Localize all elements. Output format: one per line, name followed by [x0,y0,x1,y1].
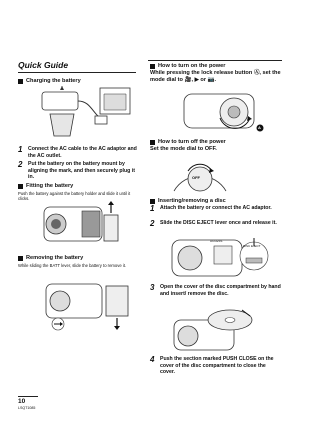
step-text: Push the section marked PUSH CLOSE on the cover of the disc compartment to close the cover. [160,356,274,375]
title-rule [18,72,136,73]
step-text: Open the cover of the disc compartment by hand and insert/ remove the disc. [160,284,281,297]
section-power-off-heading [150,139,282,146]
document-code: LSQT1085 [18,406,36,410]
mode-dial-illustration [180,88,270,134]
step-text: Slide the DISC EJECT lever once and release it. [160,220,277,226]
column-rule [148,60,282,61]
step-text: Connect the AC cable to the AC adaptor and the AC outlet. [28,146,137,159]
section-power-off-label: How to turn off the power [158,139,226,145]
power-off-instructions [150,146,282,153]
off-label: OFF [192,175,200,180]
power-off-text: Set the mode dial to OFF. [150,146,217,152]
step-number: 2 [18,160,23,169]
disc-eject-illustration [170,236,270,280]
power-on-instructions [150,70,282,83]
removing-text: While sliding the BATT lever, slide the battery to remove it. [18,263,127,268]
charging-step-2 [18,161,138,181]
step-number: 2 [150,219,155,228]
section-power-on-heading [150,63,282,70]
section-charging-label: Charging the battery [26,78,81,84]
disc-step-2 [150,220,282,228]
access-label: ACCESS [210,239,223,243]
footer-rule [18,396,38,397]
black-square-icon [150,64,155,69]
section-charging-heading [18,78,138,85]
section-removing-heading [18,255,138,262]
battery-fitting-illustration [42,201,122,247]
disc-insert-illustration [172,306,258,352]
step-number: 4 [150,355,155,364]
black-square-icon [18,256,23,261]
disc-step-3 [150,284,282,297]
step-number: 3 [150,283,155,292]
step-text: Put the battery on the battery mount by aligning the mark, and then securely plug it in. [28,161,135,180]
section-power-on-label: How to turn on the power [158,63,226,69]
black-square-icon [150,140,155,145]
page-number: 10 [18,398,26,405]
section-disc-label: Inserting/removing a disc [158,198,226,204]
charging-step-1 [18,146,138,159]
black-square-icon [18,184,23,189]
step-text: Attach the battery or connect the AC adaptor. [160,205,272,211]
section-fitting-label: Fitting the battery [26,183,74,189]
disc-step-4 [150,356,282,376]
section-fitting-heading [18,183,138,190]
disc-eject-label: DISC EJECT [243,244,261,248]
power-off-dial-illustration [170,153,230,193]
section-removing-label: Removing the battery [26,255,84,261]
page-title: Quick Guide [18,60,69,70]
charger-illustration [40,86,132,144]
step-number: 1 [150,204,155,213]
label-a: A [258,125,261,130]
black-square-icon [18,79,23,84]
section-disc-heading [150,198,282,205]
power-on-text: While pressing the lock release button Ⓐ, set the mode dial to 🎥, ▶ or 📷. [150,70,281,83]
step-number: 1 [18,145,23,154]
disc-step-1 [150,205,282,213]
fitting-text: Push the battery against the battery holder and slide it until it clicks. [18,191,131,202]
battery-removing-illustration [44,276,132,332]
